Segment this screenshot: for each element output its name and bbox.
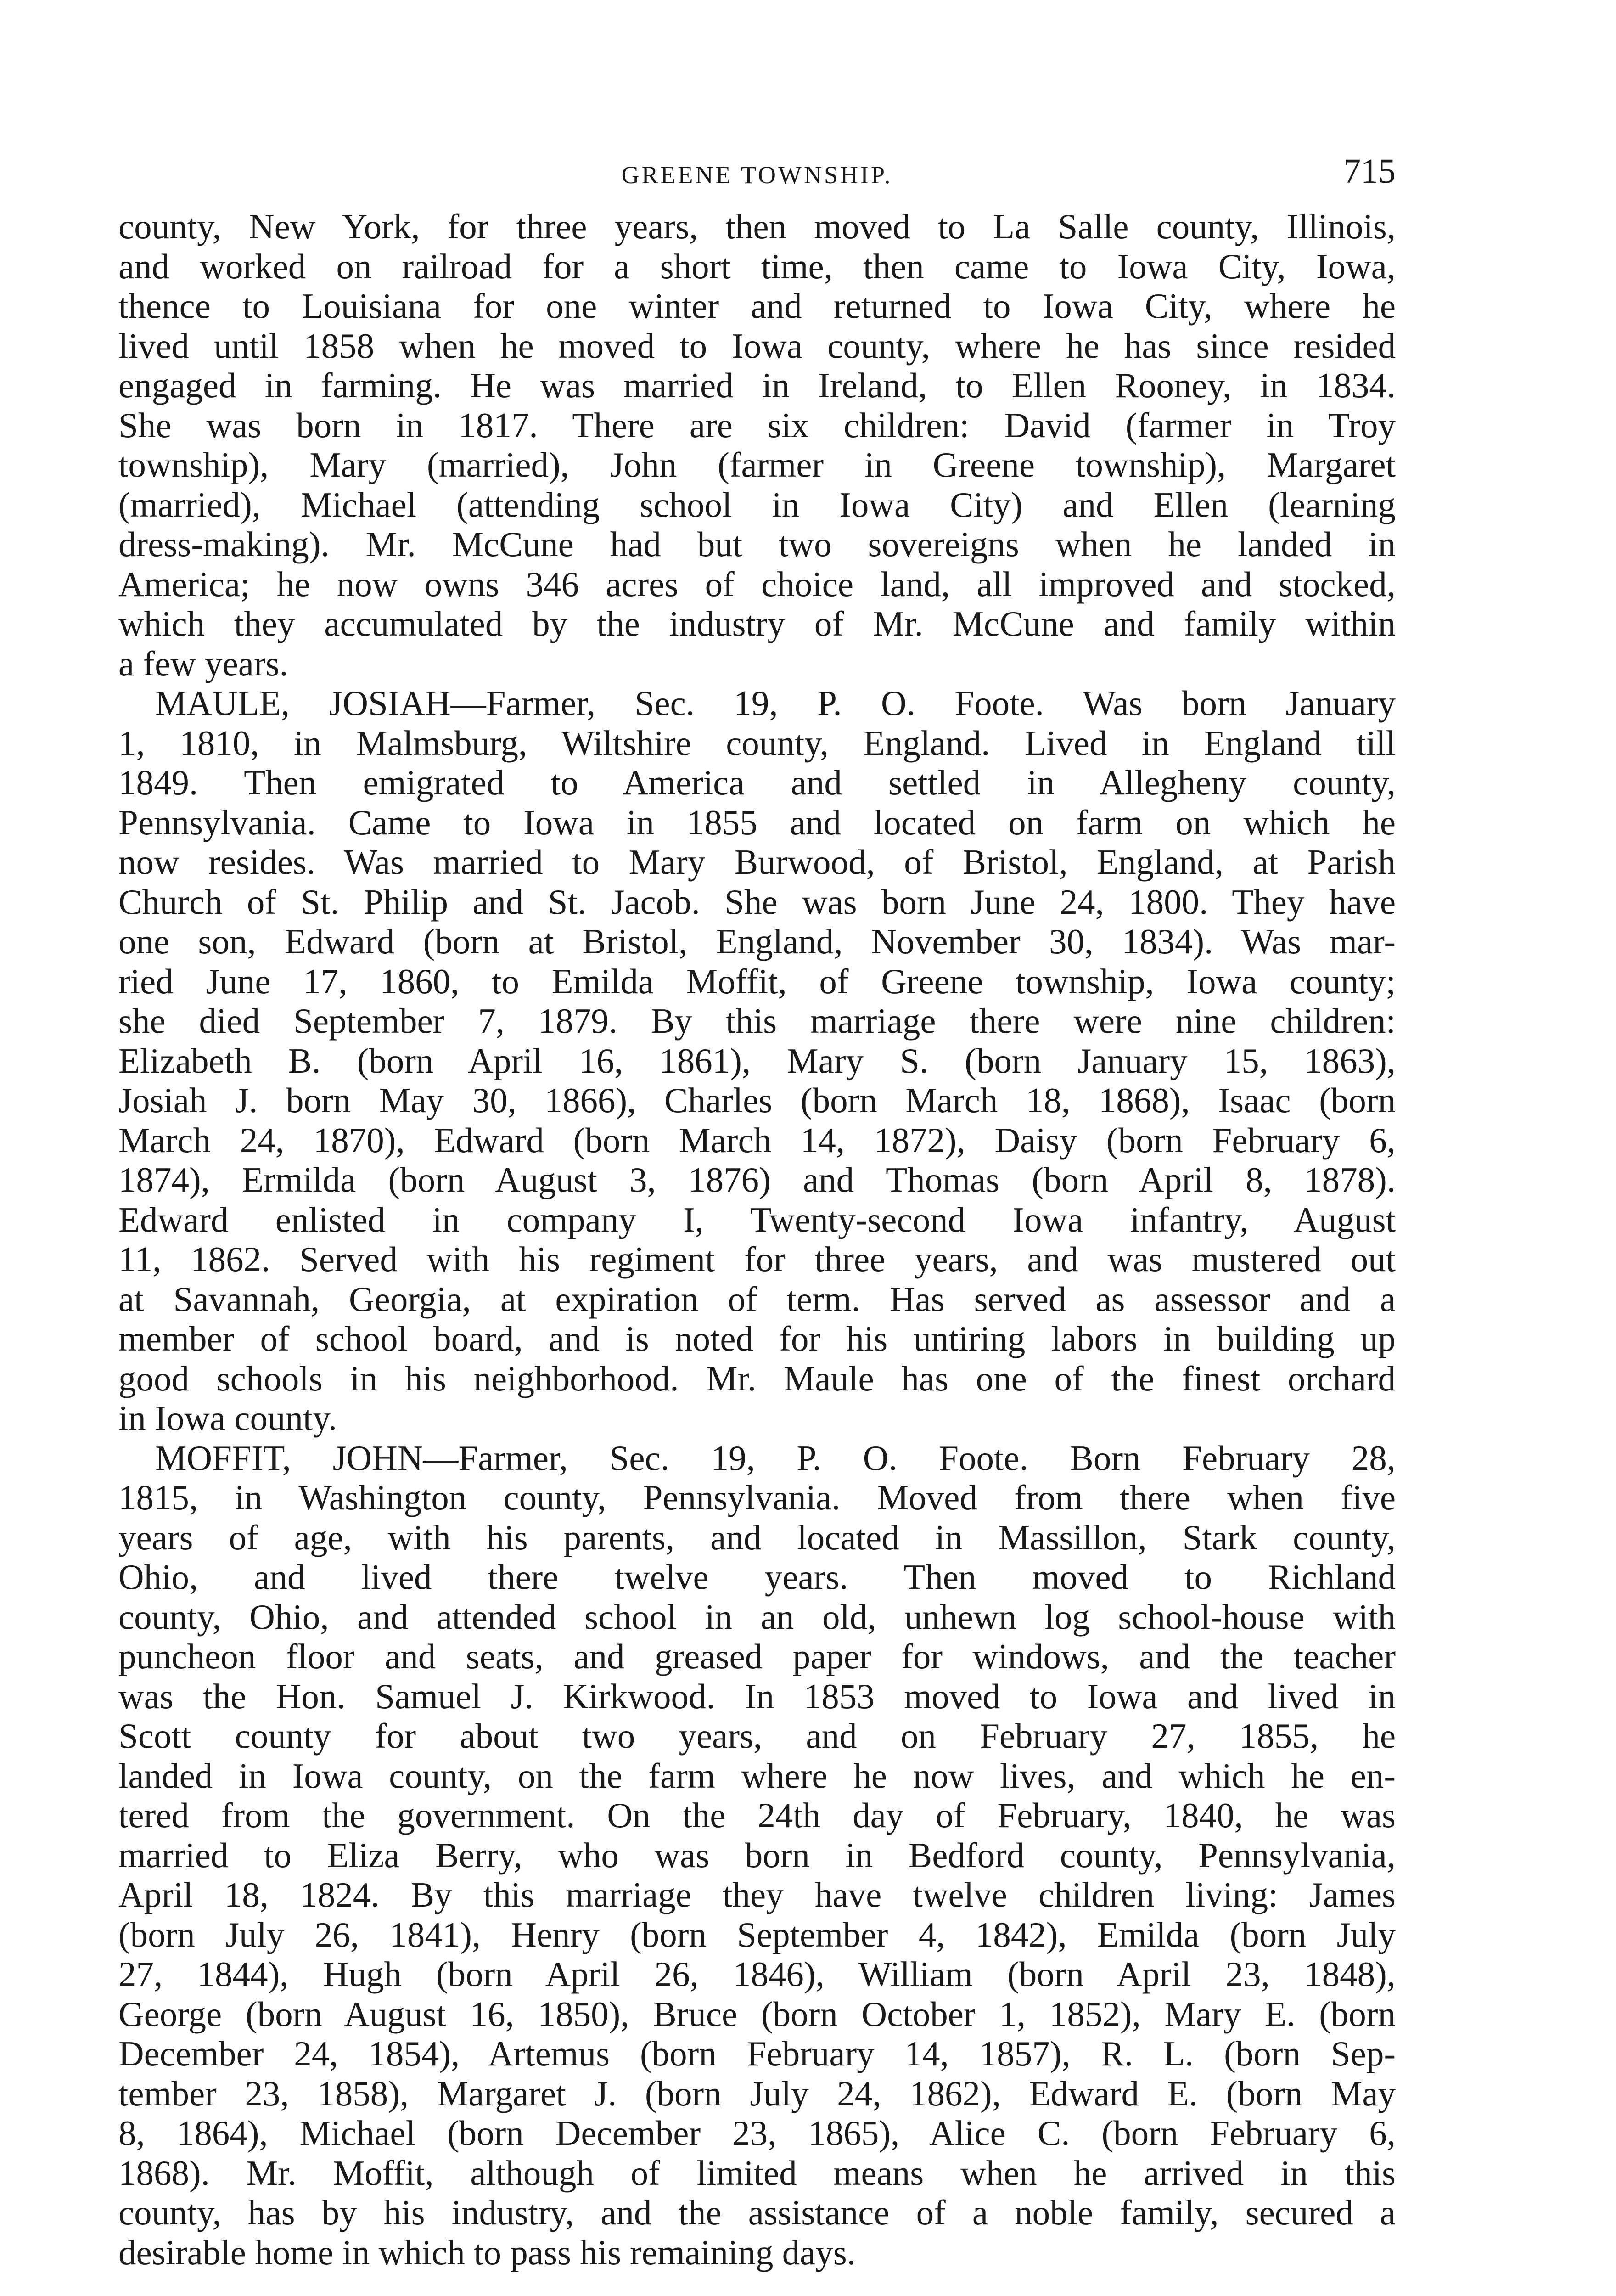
text-line: landed in Iowa county, on the farm where he now lives, and which he en- <box>118 1756 1396 1795</box>
text-line: MAULE, JOSIAH—Farmer, Sec. 19, P. O. Foote. Was born January <box>155 683 1396 723</box>
text-line: December 24, 1854), Artemus (born February 14, 1857), R. L. (born Sep- <box>118 2034 1396 2073</box>
text-line: married to Eliza Berry, who was born in Bedford county, Pennsylvania, <box>118 1835 1396 1875</box>
running-head: GREENE TOWNSHIP. <box>621 161 893 189</box>
text-line: Josiah J. born May 30, 1866), Charles (born March 18, 1868), Isaac (born <box>118 1080 1396 1120</box>
text-line: good schools in his neighborhood. Mr. Maule has one of the finest orchard <box>118 1358 1396 1398</box>
entry-moffit-john <box>118 1438 1396 2273</box>
text-line: 1, 1810, in Malmsburg, Wiltshire county, England. Lived in England till <box>118 723 1396 763</box>
text-line: March 24, 1870), Edward (born March 14, 1872), Daisy (born February 6, <box>118 1120 1396 1160</box>
text-line: George (born August 16, 1850), Bruce (born October 1, 1852), Mary E. (born <box>118 1994 1396 2034</box>
text-line: puncheon floor and seats, and greased paper for windows, and the teacher <box>118 1637 1396 1676</box>
text-line: ried June 17, 1860, to Emilda Moffit, of Greene township, Iowa county; <box>118 961 1396 1001</box>
text-line: Ohio, and lived there twelve years. Then moved to Richland <box>118 1557 1396 1597</box>
text-line: in Iowa county. <box>118 1398 337 1438</box>
text-line: thence to Louisiana for one winter and returned to Iowa City, where he <box>118 286 1396 326</box>
text-line: county, has by his industry, and the assistance of a noble family, secured a <box>118 2193 1396 2232</box>
text-line: at Savannah, Georgia, at expiration of term. Has served as assessor and a <box>118 1279 1396 1319</box>
text-line: Edward enlisted in company I, Twenty-second Iowa infantry, August <box>118 1199 1396 1239</box>
book-page <box>118 152 1396 2272</box>
entry-mccune-continued <box>118 207 1396 683</box>
text-line: township), Mary (married), John (farmer in Greene township), Margaret <box>118 445 1396 484</box>
text-line: April 18, 1824. By this marriage they have twelve children living: James <box>118 1875 1396 1914</box>
page-header <box>118 152 1396 207</box>
text-line: years of age, with his parents, and located in Massillon, Stark county, <box>118 1517 1396 1557</box>
text-line: 27, 1844), Hugh (born April 26, 1846), William (born April 23, 1848), <box>118 1954 1396 1994</box>
body-text <box>118 207 1396 2272</box>
text-line: 1868). Mr. Moffit, although of limited means when he arrived in this <box>118 2153 1396 2193</box>
text-line: she died September 7, 1879. By this marriage there were nine children: <box>118 1001 1396 1041</box>
text-line: lived until 1858 when he moved to Iowa county, where he has since resided <box>118 326 1396 366</box>
text-line: desirable home in which to pass his remaining days. <box>118 2232 856 2272</box>
text-line: Church of St. Philip and St. Jacob. She was born June 24, 1800. They have <box>118 882 1396 922</box>
text-line: county, New York, for three years, then moved to La Salle county, Illinois, <box>118 207 1396 246</box>
text-line: tered from the government. On the 24th day of February, 1840, he was <box>118 1795 1396 1835</box>
text-line: (born July 26, 1841), Henry (born September 4, 1842), Emilda (born July <box>118 1914 1396 1954</box>
text-line: and worked on railroad for a short time, then came to Iowa City, Iowa, <box>118 246 1396 286</box>
text-line: She was born in 1817. There are six children: David (farmer in Troy <box>118 405 1396 445</box>
text-line: 1849. Then emigrated to America and settled in Allegheny county, <box>118 763 1396 802</box>
text-line: member of school board, and is noted for his untiring labors in building up <box>118 1319 1396 1358</box>
text-line: 1874), Ermilda (born August 3, 1876) and Thomas (born April 8, 1878). <box>118 1160 1396 1199</box>
text-line: one son, Edward (born at Bristol, England, November 30, 1834). Was mar- <box>118 922 1396 961</box>
text-line: dress-making). Mr. McCune had but two sovereigns when he landed in <box>118 524 1396 564</box>
entry-maule-josiah <box>118 683 1396 1438</box>
text-line: (married), Michael (attending school in Iowa City) and Ellen (learning <box>118 484 1396 524</box>
text-line: Pennsylvania. Came to Iowa in 1855 and located on farm on which he <box>118 802 1396 842</box>
text-line: MOFFIT, JOHN—Farmer, Sec. 19, P. O. Foote. Born February 28, <box>155 1438 1396 1478</box>
page-number: 715 <box>1343 152 1396 191</box>
text-line: 11, 1862. Served with his regiment for three years, and was mustered out <box>118 1239 1396 1279</box>
text-line: a few years. <box>118 643 288 683</box>
text-line: 1815, in Washington county, Pennsylvania. Moved from there when five <box>118 1478 1396 1517</box>
text-line: engaged in farming. He was married in Ireland, to Ellen Rooney, in 1834. <box>118 366 1396 405</box>
text-line: tember 23, 1858), Margaret J. (born July 24, 1862), Edward E. (born May <box>118 2073 1396 2113</box>
text-line: county, Ohio, and attended school in an old, unhewn log school-house with <box>118 1597 1396 1637</box>
text-line: was the Hon. Samuel J. Kirkwood. In 1853 moved to Iowa and lived in <box>118 1676 1396 1716</box>
text-line: Elizabeth B. (born April 16, 1861), Mary S. (born January 15, 1863), <box>118 1041 1396 1080</box>
text-line: 8, 1864), Michael (born December 23, 1865), Alice C. (born February 6, <box>118 2113 1396 2153</box>
text-line: now resides. Was married to Mary Burwood, of Bristol, England, at Parish <box>118 842 1396 882</box>
text-line: America; he now owns 346 acres of choice land, all improved and stocked, <box>118 564 1396 604</box>
text-line: which they accumulated by the industry of Mr. McCune and family within <box>118 604 1396 643</box>
text-line: Scott county for about two years, and on February 27, 1855, he <box>118 1716 1396 1756</box>
